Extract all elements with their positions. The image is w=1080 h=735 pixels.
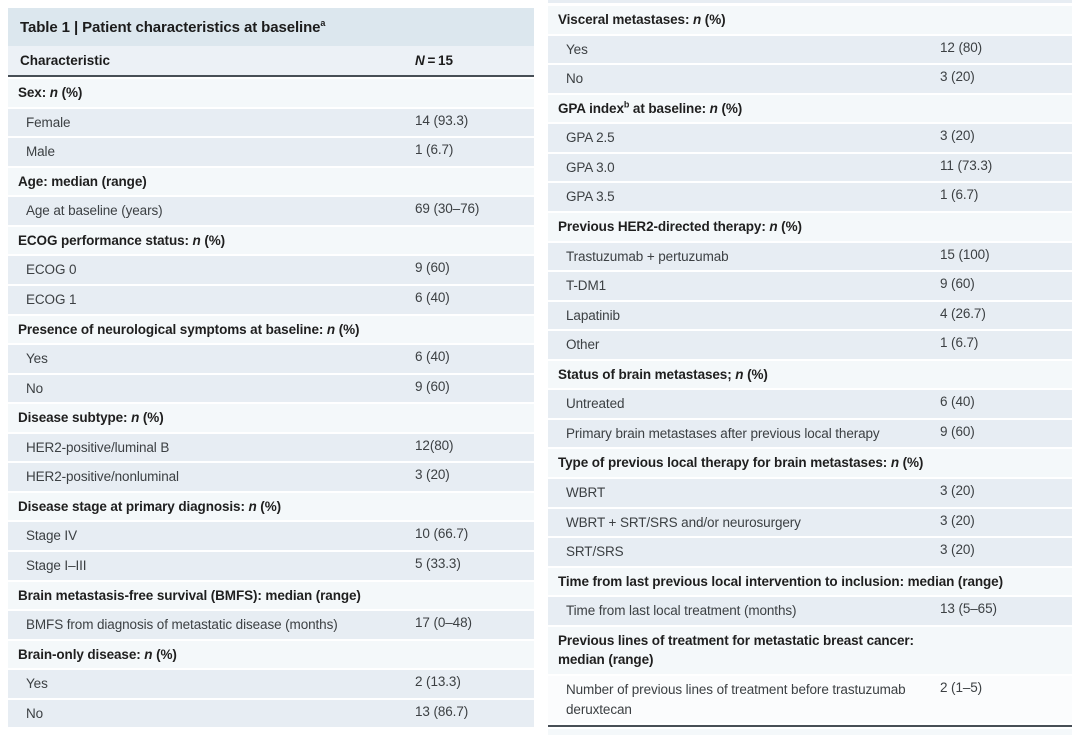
section-header-row [548, 627, 1072, 674]
section-header-row [548, 95, 1072, 123]
row-value: 12 (80) [940, 39, 983, 55]
row-value: 3 (20) [940, 128, 975, 144]
row-label: Lapatinib [566, 307, 620, 323]
row-value: 9 (60) [940, 423, 975, 439]
row-label: Stage IV [26, 528, 77, 544]
section-header-row [8, 404, 534, 432]
table-row [548, 597, 1072, 625]
column-header-characteristic: Characteristic [20, 53, 111, 68]
row-label: BMFS from diagnosis of metastatic disease (months) [26, 617, 338, 633]
row-value: 6 (40) [415, 349, 450, 365]
table-row [8, 700, 534, 728]
section-header-row [8, 493, 534, 521]
row-value: 3 (20) [940, 483, 975, 498]
section-label: Presence of neurological symptoms at baseline: n (%) [18, 321, 360, 337]
section-label: Brain metastasis-free survival (BMFS): median (range) [18, 587, 361, 603]
table-row [548, 36, 1072, 64]
section-label: Visceral metastases: n (%) [558, 12, 726, 27]
section-label: Previous HER2-directed therapy: n (%) [558, 218, 802, 234]
row-value: 11 (73.3) [940, 157, 993, 173]
row-label: Female [26, 114, 71, 130]
section-label: Sex: n (%) [18, 85, 83, 100]
row-label: GPA 3.5 [566, 189, 615, 205]
cutoff-row-sliver [548, 0, 1072, 3]
row-label: Number of previous lines of treatment before trastuzumab deruxtecan [566, 681, 906, 717]
column-header-row [8, 46, 534, 77]
table-row [548, 509, 1072, 537]
row-label: WBRT + SRT/SRS and/or neurosurgery [566, 514, 801, 530]
row-label: GPA 3.0 [566, 159, 615, 175]
row-value: 3 (20) [415, 467, 450, 483]
table-row [8, 611, 534, 639]
row-label: Yes [566, 41, 588, 57]
section-header-row [8, 316, 534, 344]
row-value: 17 (0–48) [415, 615, 472, 631]
row-value: 2 (1–5) [940, 679, 983, 695]
section-label: Disease stage at primary diagnosis: n (%) [18, 498, 282, 514]
table-row [548, 124, 1072, 152]
column-header-n: N = 15 [415, 53, 454, 68]
table-bottom-rule [548, 725, 1072, 727]
table-row [8, 434, 534, 462]
section-header-row [8, 582, 534, 610]
section-label: Disease subtype: n (%) [18, 410, 164, 426]
table-row [548, 272, 1072, 300]
table-row [8, 670, 534, 698]
table-row [548, 390, 1072, 418]
row-value: 1 (6.7) [415, 142, 454, 158]
table-row [8, 109, 534, 137]
section-label: Brain-only disease: n (%) [18, 646, 177, 662]
table-title-text: Table 1 | Patient characteristics at baseline$^a$ [20, 17, 326, 36]
row-label: HER2-positive/luminal B [26, 439, 170, 455]
row-label: Untreated [566, 396, 625, 412]
baseline-characteristics-table-left [8, 8, 534, 729]
row-label: ECOG 0 [26, 262, 77, 278]
row-value: 6 (40) [415, 289, 450, 305]
row-label: SRT/SRS [566, 544, 624, 560]
table-row [8, 552, 534, 580]
table-row [548, 302, 1072, 330]
left-table-rows [8, 79, 534, 727]
section-label: Age: median (range) [18, 173, 147, 189]
row-label: T-DM1 [566, 278, 607, 294]
footnote-strip [548, 729, 1072, 735]
section-header-row [548, 568, 1072, 596]
row-value: 9 (60) [415, 260, 450, 276]
table-row [8, 522, 534, 550]
row-value: 9 (60) [415, 378, 450, 394]
section-label: GPA index$^b$ at baseline: n (%) [558, 99, 743, 116]
table-title [8, 8, 534, 46]
section-header-row [8, 79, 534, 107]
table-row [8, 256, 534, 284]
section-header-row [8, 227, 534, 255]
row-value: 12(80) [415, 437, 454, 453]
section-label: ECOG performance status: n (%) [18, 232, 226, 248]
table-row [548, 420, 1072, 448]
row-label: Primary brain metastases after previous local therapy [566, 425, 880, 441]
table-row [8, 138, 534, 166]
row-value: 9 (60) [940, 276, 975, 292]
table-row [548, 538, 1072, 566]
table-row [8, 463, 534, 491]
table-row [548, 479, 1072, 507]
section-header-row [548, 6, 1072, 34]
row-label: HER2-positive/nonluminal [26, 469, 179, 485]
row-label: Male [26, 144, 55, 160]
row-label: No [566, 71, 584, 87]
row-value: 10 (66.7) [415, 526, 469, 542]
row-value: 4 (26.7) [940, 305, 986, 321]
row-value: 15 (100) [940, 246, 990, 262]
table-row [548, 676, 1072, 723]
row-label: Trastuzumab + pertuzumab [566, 248, 729, 264]
row-value: 69 (30–76) [415, 201, 480, 217]
right-table-rows [548, 6, 1072, 723]
row-label: No [26, 705, 44, 721]
table-row [8, 345, 534, 373]
table-row [548, 331, 1072, 359]
row-value: 3 (20) [940, 542, 975, 558]
row-value: 14 (93.3) [415, 112, 469, 128]
table-row [8, 286, 534, 314]
section-header-row [548, 361, 1072, 389]
table-row [8, 197, 534, 225]
row-label: ECOG 1 [26, 291, 77, 307]
row-label: Time from last local treatment (months) [566, 603, 797, 619]
row-value: 13 (86.7) [415, 703, 469, 719]
section-header-row [548, 449, 1072, 477]
row-label: Age at baseline (years) [26, 203, 163, 219]
row-label: Yes [26, 676, 48, 692]
row-label: Yes [26, 351, 48, 367]
baseline-characteristics-table-right [548, 0, 1072, 735]
section-header-row [8, 641, 534, 669]
section-label: Status of brain metastases; n (%) [558, 366, 768, 382]
row-label: Other [566, 337, 600, 353]
table-row [548, 65, 1072, 93]
row-value: 6 (40) [940, 394, 975, 410]
row-value: 3 (20) [940, 512, 975, 528]
row-value: 5 (33.3) [415, 556, 461, 571]
row-label: Stage I–III [26, 558, 87, 573]
table-row [548, 243, 1072, 271]
table-row [548, 154, 1072, 182]
row-label: GPA 2.5 [566, 130, 615, 146]
table-row [8, 375, 534, 403]
row-value: 1 (6.7) [940, 335, 979, 351]
row-label: WBRT [566, 485, 606, 500]
row-value: 3 (20) [940, 69, 975, 85]
row-value: 2 (13.3) [415, 674, 461, 690]
section-label: Time from last previous local intervention to inclusion: median (range) [558, 573, 1003, 589]
section-header-row [8, 168, 534, 196]
section-header-row [548, 213, 1072, 241]
row-label: No [26, 380, 44, 396]
row-value: 1 (6.7) [940, 187, 979, 203]
section-label: Previous lines of treatment for metastatic breast cancer: median (range) [558, 632, 914, 668]
table-row [548, 183, 1072, 211]
section-label: Type of previous local therapy for brain metastases: n (%) [558, 455, 924, 471]
row-value: 13 (5–65) [940, 601, 997, 617]
